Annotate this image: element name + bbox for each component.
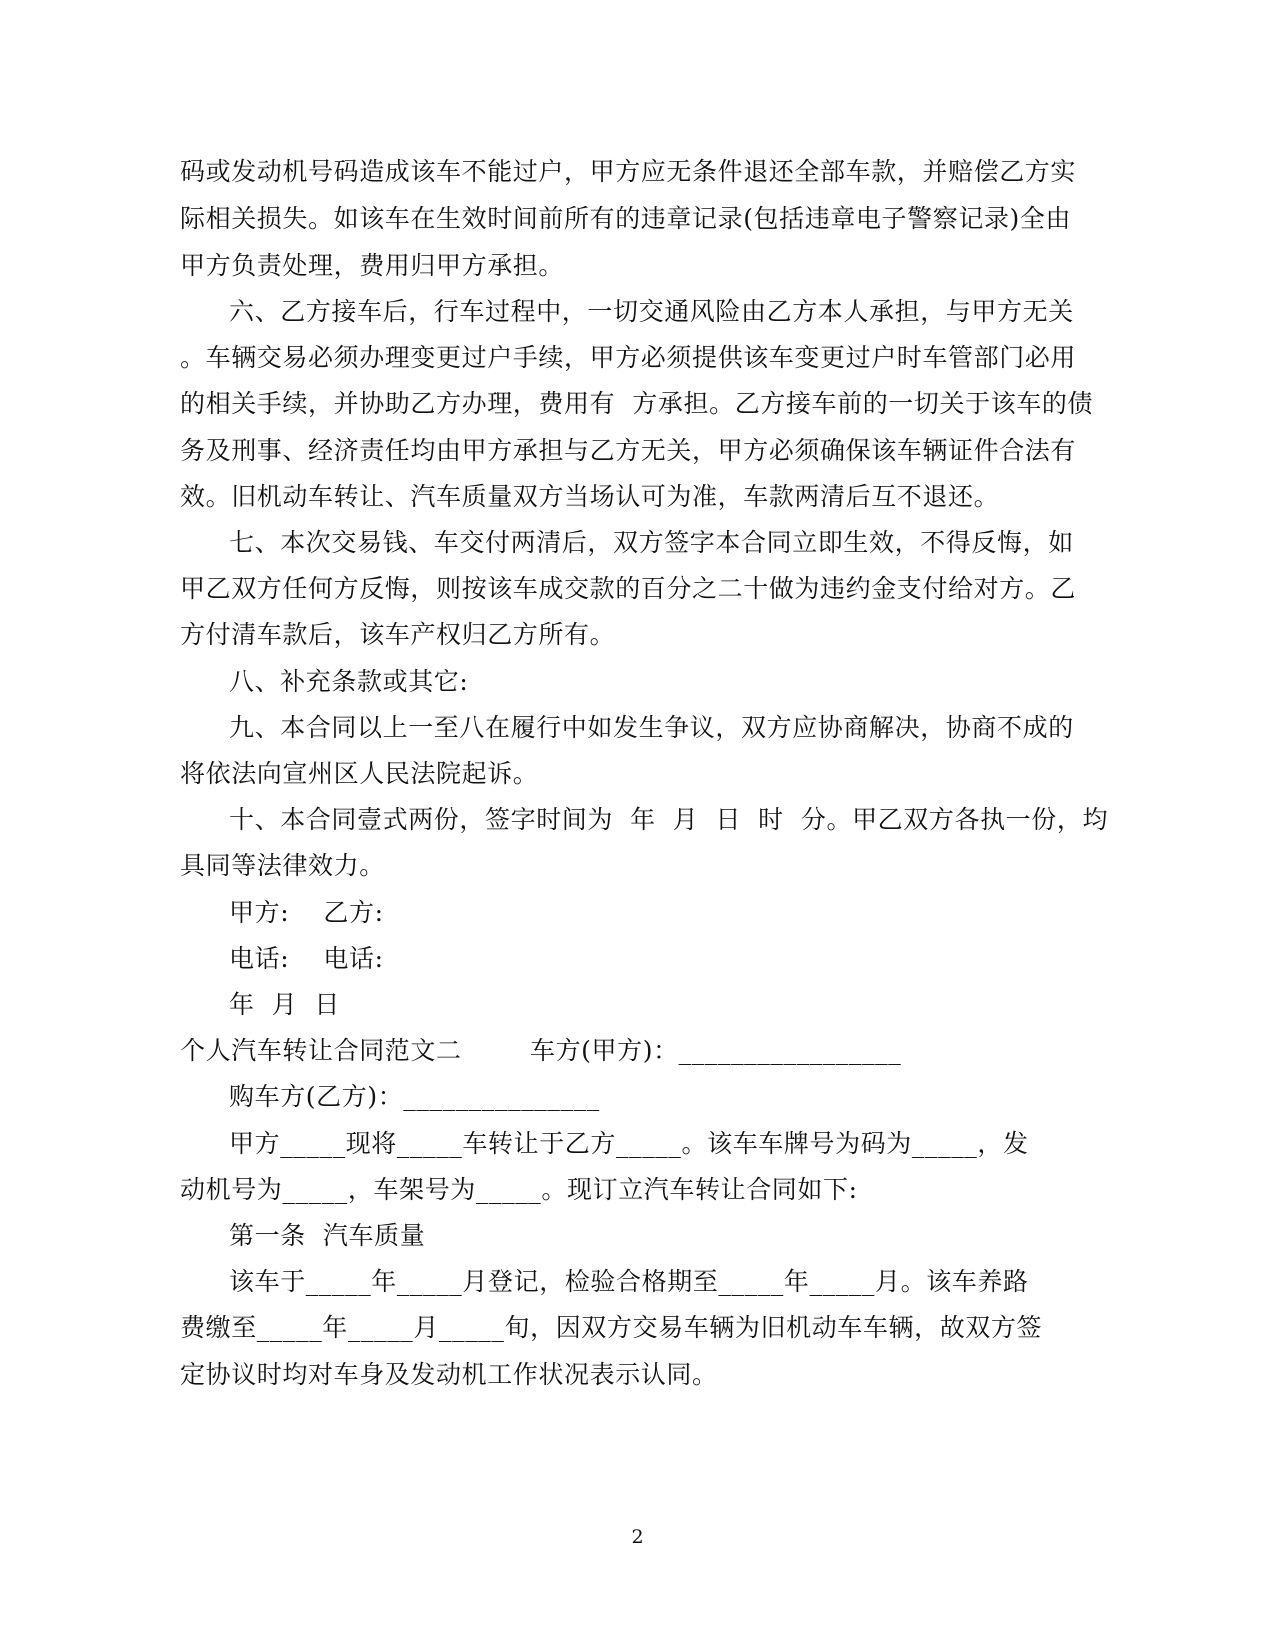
text-line: 该车于_____年_____月登记，检验合格期至_____年_____月。该车养路 bbox=[229, 1267, 1029, 1296]
text-line: 年 月 日 bbox=[229, 990, 340, 1019]
text-line: 。车辆交易必须办理变更过户手续，甲方必须提供该车变更过户时车管部门必用 bbox=[180, 343, 1077, 372]
text-line: 效。旧机动车转让、汽车质量双方当场认可为准，车款两清后互不退还。 bbox=[180, 482, 1000, 511]
text-line: 定协议时均对车身及发动机工作状况表示认同。 bbox=[180, 1360, 718, 1389]
text-line: 九、本合同以上一至八在履行中如发生争议，双方应协商解决，协商不成的 bbox=[229, 713, 1074, 742]
text-line: 个人汽车转让合同范文二 车方(甲方)：_________________ bbox=[180, 1036, 902, 1065]
text-line: 码或发动机号码造成该车不能过户，甲方应无条件退还全部车款，并赔偿乙方实 bbox=[180, 157, 1077, 186]
text-line: 购车方(乙方)：_______________ bbox=[229, 1082, 600, 1111]
text-line: 甲方_____现将_____车转让于乙方_____。该车车牌号为码为_____，发 bbox=[229, 1129, 1029, 1158]
page-number: 2 bbox=[631, 1526, 644, 1548]
text-line: 八、补充条款或其它: bbox=[229, 667, 469, 696]
text-line: 七、本次交易钱、车交付两清后，双方签字本合同立即生效，不得反悔，如 bbox=[229, 528, 1074, 557]
text-line: 际相关损失。如该车在生效时间前所有的违章记录(包括违章电子警察记录)全由 bbox=[180, 204, 1072, 233]
text-line: 的相关手续，并协助乙方办理，费用有 方承担。乙方接车前的一切关于该车的债 bbox=[180, 389, 1094, 418]
text-line: 甲乙双方任何方反悔，则按该车成交款的百分之二十做为违约金支付给对方。乙 bbox=[180, 574, 1077, 603]
text-line: 将依法向宣州区人民法院起诉。 bbox=[180, 759, 539, 788]
text-line: 费缴至_____年_____月_____旬，因双方交易车辆为旧机动车车辆，故双方签 bbox=[180, 1313, 1043, 1342]
text-line: 十、本合同壹式两份，签字时间为 年 月 日 时 分。甲乙双方各执一份，均 bbox=[229, 805, 1109, 834]
text-line: 六、乙方接车后，行车过程中，一切交通风险由乙方本人承担，与甲方无关 bbox=[229, 297, 1074, 326]
text-line: 甲方负责处理，费用归甲方承担。 bbox=[180, 251, 565, 280]
text-line: 务及刑事、经济责任均由甲方承担与乙方无关，甲方必须确保该车辆证件合法有 bbox=[180, 436, 1077, 465]
text-line: 电话: 电话: bbox=[229, 944, 384, 973]
text-line: 动机号为_____，车架号为_____。现订立汽车转让合同如下: bbox=[180, 1175, 858, 1204]
text-line: 方付清车款后，该车产权归乙方所有。 bbox=[180, 620, 616, 649]
text-line: 甲方: 乙方: bbox=[229, 898, 384, 927]
text-line: 具同等法律效力。 bbox=[180, 851, 385, 880]
text-line: 第一条 汽车质量 bbox=[229, 1221, 426, 1250]
